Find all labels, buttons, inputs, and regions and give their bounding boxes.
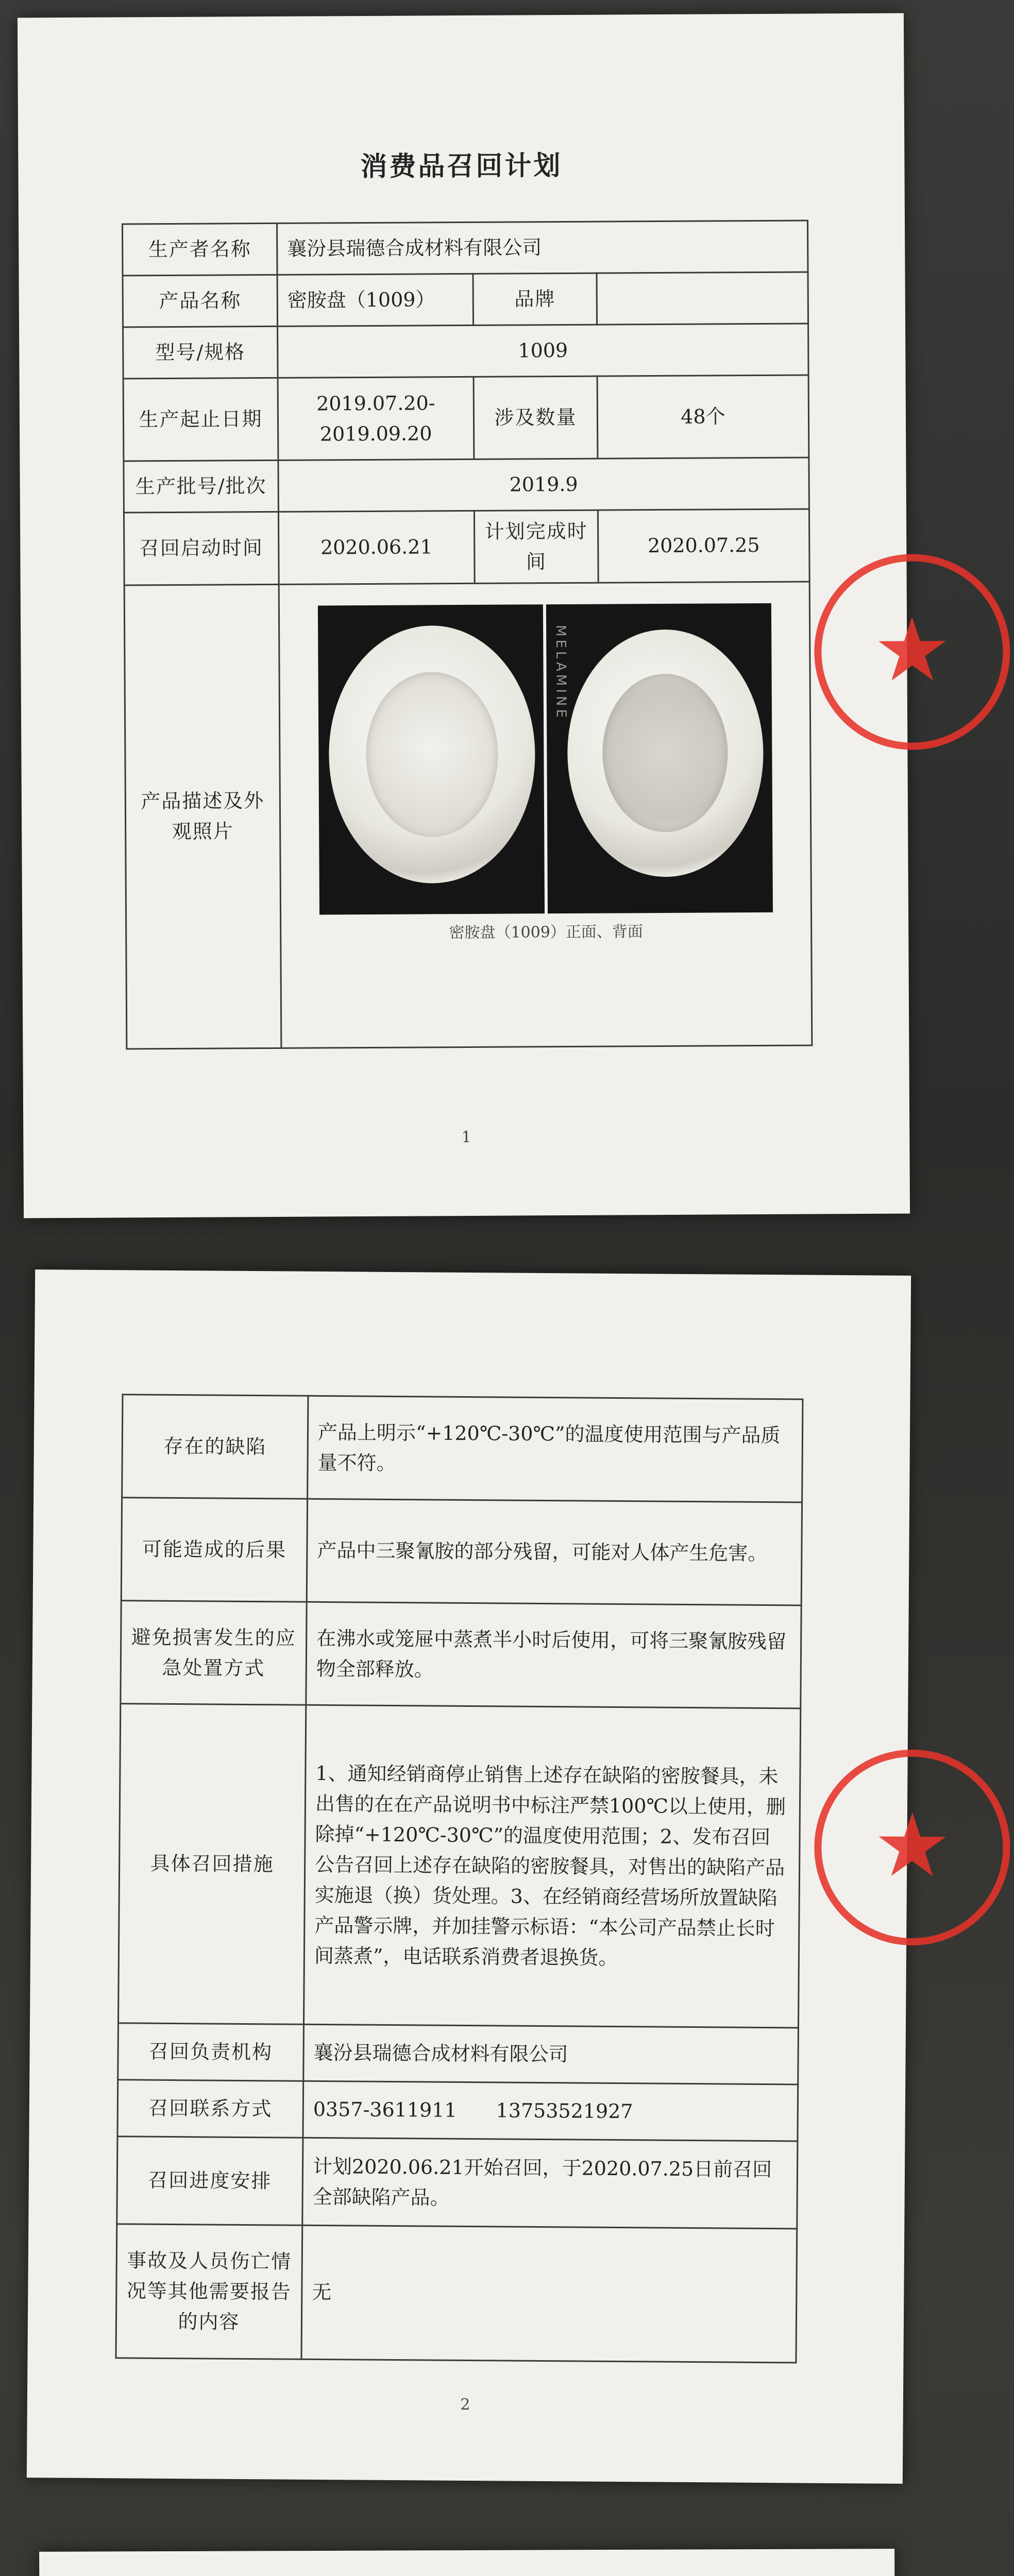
responsible-label: 召回负责机构	[118, 2023, 304, 2081]
page-number-1: 1	[461, 1128, 471, 1147]
plate-back-photo	[546, 603, 772, 913]
consequence-label: 可能造成的后果	[121, 1498, 307, 1602]
emergency-label: 避免损害发生的应急处置方式	[121, 1601, 307, 1705]
progress-label: 召回进度安排	[117, 2137, 303, 2226]
contact-value: 0357-3611911 13753521927	[303, 2081, 798, 2141]
photo-label: 产品描述及外观照片	[124, 584, 281, 1049]
period-label: 生产起止日期	[123, 378, 278, 461]
responsible-value: 襄汾县瑞德合成材料有限公司	[303, 2024, 799, 2084]
period-start: 2019.07.20-	[316, 391, 435, 415]
photo-cell	[279, 582, 812, 1048]
batch-label: 生产批号/批次	[124, 460, 279, 513]
product-label: 产品名称	[123, 275, 278, 327]
measures-label: 具体召回措施	[118, 1704, 306, 2024]
photo-caption: 密胺盘（1009）正面、背面	[449, 922, 643, 942]
plan-time-label: 计划完成时间	[474, 510, 598, 583]
company-seal-partial-1: ★	[814, 554, 912, 740]
recall-info-table	[122, 219, 813, 1049]
plate-back-mark: MELAMINE	[552, 624, 569, 721]
period-value	[278, 377, 474, 460]
plan-time-value: 2020.07.25	[598, 509, 809, 583]
contact-label: 召回联系方式	[117, 2080, 303, 2138]
defect-value: 产品上明示“+120℃-30℃”的温度使用范围与产品质量不符。	[308, 1396, 803, 1502]
accident-value: 无	[301, 2225, 797, 2363]
emergency-value: 在沸水或笼屉中蒸煮半小时后使用，可将三聚氰胺残留物全部释放。	[306, 1602, 801, 1708]
plate-front-photo	[317, 604, 544, 914]
document-page-1	[18, 13, 952, 1218]
producer-label: 生产者名称	[123, 223, 278, 276]
producer-value: 襄汾县瑞德合成材料有限公司	[277, 221, 808, 275]
page-title: 消费品召回计划	[360, 150, 563, 183]
document-page-2	[27, 1269, 952, 2484]
product-value: 密胺盘（1009）	[277, 274, 474, 326]
model-label: 型号/规格	[123, 326, 278, 379]
page-number-2: 2	[460, 2395, 470, 2414]
accident-label: 事故及人员伤亡情况等其他需要报告的内容	[116, 2224, 302, 2360]
model-value: 1009	[278, 324, 809, 378]
company-seal-partial-2: ★	[814, 1749, 913, 1935]
defect-label: 存在的缺陷	[122, 1395, 308, 1499]
progress-value: 计划2020.06.21开始召回，于2020.07.25日前召回全部缺陷产品。	[302, 2138, 798, 2229]
consequence-value: 产品中三聚氰胺的部分残留，可能对人体产生危害。	[307, 1499, 802, 1605]
brand-value	[597, 272, 808, 325]
period-end: 2019.09.20	[319, 421, 432, 445]
recall-measures-table	[115, 1394, 803, 2363]
document-page-3	[39, 2549, 899, 2576]
plate-back	[567, 629, 764, 877]
batch-value: 2019.9	[278, 457, 809, 512]
start-time-value: 2020.06.21	[278, 511, 475, 584]
measures-value: 1、通知经销商停止销售上述存在缺陷的密胺餐具，未出售的在在产品说明书中标注严禁100℃以上使用，删除掉“+120℃-30℃”的温度使用范围；2、发布召回公告召回上述存在缺陷的密胺餐具，对售出的缺陷产品实施退（换）货处理。3、在经销商经营场所放置缺陷产品警示牌，并加挂警示标语：“本公司产品禁止长时间蒸煮”，电话联系消费者退换货。	[303, 1705, 800, 2028]
brand-label: 品牌	[473, 273, 597, 325]
product-photo	[317, 603, 772, 915]
plate-front	[328, 625, 536, 884]
start-time-label: 召回启动时间	[124, 512, 279, 585]
quantity-value: 48个	[597, 375, 809, 459]
quantity-label: 涉及数量	[474, 376, 598, 459]
